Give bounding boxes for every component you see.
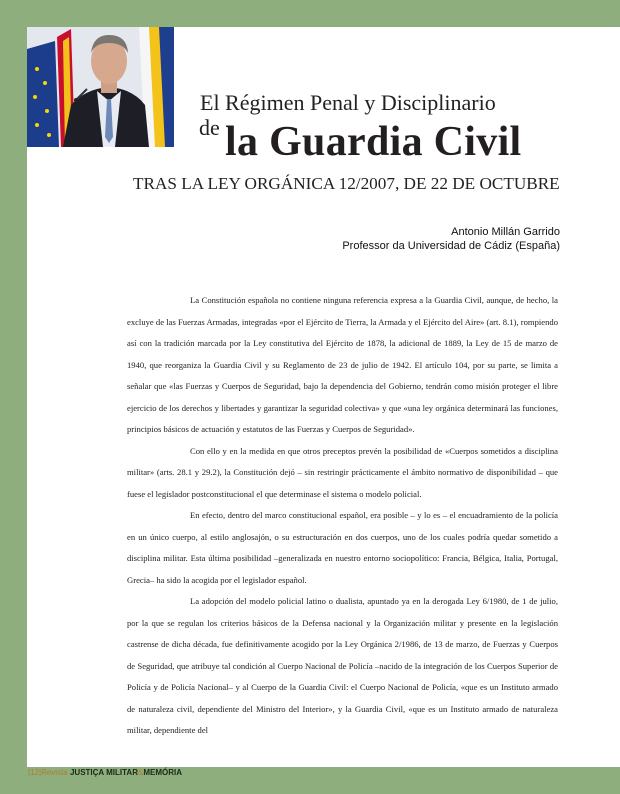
footer-ampersand: &	[137, 768, 144, 777]
paragraph: La adopción del modelo policial latino o dualista, apuntado ya en la derogada Ley 6/1980, de 1 de julio, por la que se regulan los criterios básicos de la Defensa nacional y la Organización militar y presente en la legislación castrense de dicha década, fue definitivamente acogido por la Ley Orgánica 2/1986, de 13 de marzo, de Fuerzas y Cuerpos de Seguridad, que atribuye tal condición al Cuerpo Nacional de Policía –nacido de la integración de los Cuerpos Superior de Policía y de Policía Nacional– y al Cuerpo de la Guardia Civil: el Cuerpo Nacional de Policía, «que es un Instituto armado de naturaleza civil, dependiente del Ministro del Interior», y la Guardia Civil, «que es un Instituto armado de naturaleza militar, dependiente del	[127, 596, 558, 735]
author-block	[342, 225, 560, 253]
title-de: de	[199, 115, 220, 140]
article-body	[127, 290, 558, 742]
author-photo-image	[27, 27, 174, 147]
author-affiliation: Professor da Universidad de Cádiz (España)	[342, 240, 560, 252]
page-number: |12|	[28, 768, 42, 777]
footer-journal-title: JUSTIÇA MILITAR	[69, 768, 138, 777]
author-photo	[27, 27, 174, 147]
subtitle: TRAS LA LEY ORGÁNICA 12/2007, DE 22 DE OCTUBRE	[133, 174, 560, 193]
title-main: la Guardia Civil	[225, 119, 522, 165]
footer-memoria: MEMÓRIA	[143, 768, 182, 777]
title-line-1: El Régimen Penal y Disciplinario	[200, 90, 496, 115]
footer-revista: Revista	[41, 768, 70, 777]
footer	[28, 768, 182, 777]
page	[27, 27, 620, 767]
paragraph: En efecto, dentro del marco constitucional español, era posible – y lo es – el encuadramiento de la policía en un único cuerpo, al estilo anglosajón, o su estructuración en dos cuerpos, uno de los cuales podría quedar sometido a disciplina militar. Esta última posibilidad –generalizada en nuestro entorno sociopolítico: Francia, Bélgica, Italia, Portugal, Grecia– ha sido la acogida por el legislador español.	[127, 510, 558, 585]
author-name: Antonio Millán Garrido	[451, 226, 560, 238]
paragraph: La Constitución española no contiene ninguna referencia expresa a la Guardia Civil, aunque, de hecho, la excluye de las Fuerzas Armadas, integradas «por el Ejército de Tierra, la Armada y el Ejército del Aire» (art. 8.1), rompiendo así con la tradición marcada por la Ley constitutiva del Ejército de 1878, la adicional de 1889, la Ley de 15 de marzo de 1940, que reorganiza la Guardia Civil y su Reglamento de 23 de julio de 1942. El artículo 104, por su parte, se limita a señalar que «las Fuerzas y Cuerpos de Seguridad, bajo la dependencia del Gobierno, tendrán como misión proteger el libre ejercicio de los derechos y libertades y garantizar la seguridad colectiva» y que «una ley orgánica determinará las funciones, principios básicos de actuación y estatutos de las Fuerzas y Cuerpos de Seguridad».	[127, 295, 558, 434]
paragraph: Con ello y en la medida en que otros preceptos prevén la posibilidad de «Cuerpos sometidos a disciplina militar» (arts. 28.1 y 29.2), la Constitución dejó – sin restringir prácticamente el ámbito normativo de disponibilidad – que fuese el legislador postconstitucional el que determinase el sistema o modelo policial.	[127, 445, 558, 499]
